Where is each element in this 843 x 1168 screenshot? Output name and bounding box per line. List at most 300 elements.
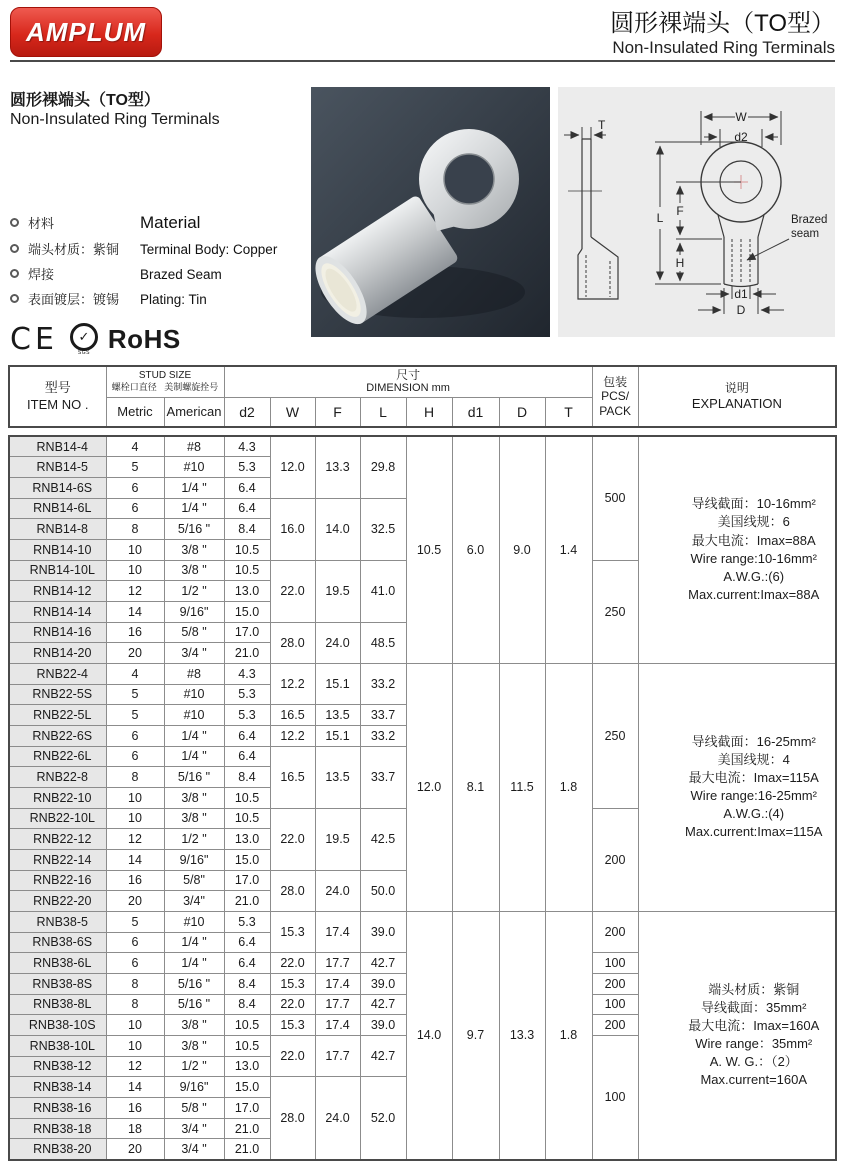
cell-L: 29.8 xyxy=(360,436,406,498)
cell-metric: 14 xyxy=(106,1077,164,1098)
col-header-dimension: 尺寸 DIMENSION mm xyxy=(224,366,592,397)
cell-item-no: RNB38-6L xyxy=(9,953,106,974)
material-en: Plating: Tin xyxy=(140,292,207,307)
cell-W: 12.2 xyxy=(270,725,315,746)
cell-d2: 6.4 xyxy=(224,725,270,746)
cell-explanation xyxy=(638,436,836,663)
cell-american: 3/4 " xyxy=(164,1118,224,1139)
cell-item-no: RNB38-8S xyxy=(9,973,106,994)
table-row xyxy=(9,436,836,457)
cell-W: 15.3 xyxy=(270,1015,315,1036)
group-RNB22 xyxy=(9,663,836,911)
material-item xyxy=(10,289,303,308)
explanation-line: Max.current:Imax=88A xyxy=(688,586,820,602)
cell-F: 19.5 xyxy=(315,560,360,622)
col-header-L: L xyxy=(360,397,406,427)
cell-item-no: RNB22-5S xyxy=(9,684,106,705)
cell-american: 5/16 " xyxy=(164,994,224,1015)
cell-metric: 20 xyxy=(106,1139,164,1160)
cell-metric: 4 xyxy=(106,436,164,457)
explanation-line: 最大电流：Imax=160A xyxy=(688,1017,820,1033)
cell-pack-qty: 200 xyxy=(592,911,638,952)
section-title-zh: 圆形裸端头（TO型） xyxy=(10,92,160,109)
cell-metric: 6 xyxy=(106,477,164,498)
cell-american: 1/2 " xyxy=(164,1056,224,1077)
cell-F: 13.3 xyxy=(315,436,360,498)
material-en: Material xyxy=(140,213,201,232)
cell-metric: 10 xyxy=(106,539,164,560)
cell-W: 22.0 xyxy=(270,994,315,1015)
cell-item-no: RNB14-14 xyxy=(9,601,106,622)
cell-F: 24.0 xyxy=(315,870,360,911)
dim-label-d1: d1 xyxy=(734,287,748,301)
cell-pack-qty: 100 xyxy=(592,953,638,974)
cell-L: 42.7 xyxy=(360,953,406,974)
cell-W: 16.5 xyxy=(270,705,315,726)
cell-d2: 17.0 xyxy=(224,1098,270,1119)
cell-d2: 21.0 xyxy=(224,1118,270,1139)
product-info xyxy=(10,87,303,357)
bullet-icon xyxy=(10,244,19,253)
cell-d2: 10.5 xyxy=(224,787,270,808)
cell-metric: 20 xyxy=(106,643,164,664)
cell-item-no: RNB14-10L xyxy=(9,560,106,581)
section-title-en: Non-Insulated Ring Terminals xyxy=(10,111,220,128)
cell-d2: 21.0 xyxy=(224,891,270,912)
cell-item-no: RNB14-8 xyxy=(9,519,106,540)
cell-item-no: RNB38-10S xyxy=(9,1015,106,1036)
brand-logo xyxy=(10,7,162,57)
cell-L: 50.0 xyxy=(360,870,406,911)
cell-L: 42.7 xyxy=(360,994,406,1015)
cell-american: 5/16 " xyxy=(164,767,224,788)
cell-H: 14.0 xyxy=(406,911,452,1159)
cell-item-no: RNB38-20 xyxy=(9,1139,106,1160)
cell-W: 22.0 xyxy=(270,560,315,622)
explanation-line: 导线截面：10-16mm² xyxy=(691,496,816,512)
cell-W: 28.0 xyxy=(270,1077,315,1160)
cell-american: 1/2 " xyxy=(164,829,224,850)
cell-T: 1.4 xyxy=(545,436,592,663)
cell-american: 5/16 " xyxy=(164,519,224,540)
cell-d2: 13.0 xyxy=(224,581,270,602)
cell-d2: 15.0 xyxy=(224,601,270,622)
col-header-pack: 包装 PCS/ PACK xyxy=(592,366,638,427)
cell-pack-qty: 250 xyxy=(592,663,638,808)
cell-W: 12.0 xyxy=(270,436,315,498)
cell-american: 3/4 " xyxy=(164,643,224,664)
cell-metric: 10 xyxy=(106,560,164,581)
material-en: Brazed Seam xyxy=(140,267,222,282)
cell-metric: 4 xyxy=(106,663,164,684)
dimension-drawing xyxy=(558,87,835,337)
cell-pack-qty: 200 xyxy=(592,1015,638,1036)
cell-item-no: RNB14-4 xyxy=(9,436,106,457)
cell-L: 39.0 xyxy=(360,1015,406,1036)
cell-pack-qty: 250 xyxy=(592,560,638,663)
sgs-label: SGS xyxy=(77,350,90,356)
col-header-item-no: 型号 ITEM NO . xyxy=(9,366,106,427)
cell-american: 3/8 " xyxy=(164,787,224,808)
cell-metric: 5 xyxy=(106,457,164,478)
brand-logo-text: AMPLUM xyxy=(25,16,147,47)
material-item xyxy=(10,239,303,258)
cell-item-no: RNB22-10L xyxy=(9,808,106,829)
cell-d1: 8.1 xyxy=(452,663,499,911)
explanation-line: 美国线规：6 xyxy=(717,514,790,530)
table-row xyxy=(9,663,836,684)
ring-terminal-photo-art xyxy=(311,87,550,337)
cell-item-no: RNB38-12 xyxy=(9,1056,106,1077)
cell-d1: 9.7 xyxy=(452,911,499,1159)
cell-F: 17.7 xyxy=(315,1035,360,1076)
cell-item-no: RNB38-14 xyxy=(9,1077,106,1098)
cell-d2: 6.4 xyxy=(224,932,270,953)
cell-d2: 13.0 xyxy=(224,829,270,850)
cell-F: 17.4 xyxy=(315,911,360,952)
cell-d2: 5.3 xyxy=(224,911,270,932)
cell-d2: 6.4 xyxy=(224,477,270,498)
cell-metric: 6 xyxy=(106,498,164,519)
cell-american: 1/2 " xyxy=(164,581,224,602)
cell-d2: 8.4 xyxy=(224,519,270,540)
cell-metric: 12 xyxy=(106,829,164,850)
cell-L: 39.0 xyxy=(360,973,406,994)
cell-d2: 17.0 xyxy=(224,870,270,891)
cell-american: 1/4 " xyxy=(164,498,224,519)
cell-T: 1.8 xyxy=(545,663,592,911)
material-item xyxy=(10,264,303,283)
cell-american: 3/8 " xyxy=(164,539,224,560)
cell-metric: 8 xyxy=(106,973,164,994)
sgs-circle-icon: ✓ xyxy=(70,323,98,351)
cell-american: 5/8 " xyxy=(164,1098,224,1119)
cell-metric: 10 xyxy=(106,1035,164,1056)
cell-american: 5/16 " xyxy=(164,973,224,994)
dim-label-T: T xyxy=(598,118,606,132)
cell-item-no: RNB22-16 xyxy=(9,870,106,891)
explanation-line: A.W.G.:(6) xyxy=(723,568,785,584)
cell-F: 14.0 xyxy=(315,498,360,560)
brazed-seam-label-2: seam xyxy=(791,228,820,240)
bullet-icon xyxy=(10,269,19,278)
cell-F: 17.7 xyxy=(315,953,360,974)
cell-d2: 5.3 xyxy=(224,684,270,705)
cell-metric: 14 xyxy=(106,849,164,870)
cell-item-no: RNB14-12 xyxy=(9,581,106,602)
cell-american: 9/16" xyxy=(164,1077,224,1098)
cell-american: 1/4 " xyxy=(164,746,224,767)
cell-d2: 13.0 xyxy=(224,1056,270,1077)
material-zh: 焊接 xyxy=(28,267,55,282)
cell-american: 3/8 " xyxy=(164,1015,224,1036)
cell-explanation xyxy=(638,663,836,911)
cell-american: 3/8 " xyxy=(164,808,224,829)
cell-W: 12.2 xyxy=(270,663,315,704)
cell-item-no: RNB14-5 xyxy=(9,457,106,478)
cell-d2: 8.4 xyxy=(224,994,270,1015)
cell-american: 3/4 " xyxy=(164,1139,224,1160)
cell-pack-qty: 100 xyxy=(592,1035,638,1159)
cell-T: 1.8 xyxy=(545,911,592,1159)
cell-item-no: RNB38-18 xyxy=(9,1118,106,1139)
material-en: Terminal Body: Copper xyxy=(140,242,278,257)
dimension-diagram xyxy=(558,87,835,337)
cell-metric: 16 xyxy=(106,870,164,891)
cell-W: 15.3 xyxy=(270,911,315,952)
cell-L: 42.5 xyxy=(360,808,406,870)
cell-pack-qty: 200 xyxy=(592,973,638,994)
cell-F: 13.5 xyxy=(315,705,360,726)
material-list xyxy=(10,213,303,308)
cell-D: 9.0 xyxy=(499,436,545,663)
material-item xyxy=(10,213,303,233)
cell-item-no: RNB22-14 xyxy=(9,849,106,870)
cell-metric: 10 xyxy=(106,1015,164,1036)
explanation-line: 美国线规：4 xyxy=(717,751,790,767)
cell-d2: 5.3 xyxy=(224,457,270,478)
explanation-line: Max.current=160A xyxy=(700,1072,808,1088)
sgs-cert-icon xyxy=(70,323,98,356)
col-header-F: F xyxy=(315,397,360,427)
bullet-icon xyxy=(10,218,19,227)
cell-d2: 10.5 xyxy=(224,1015,270,1036)
cell-H: 12.0 xyxy=(406,663,452,911)
cell-D: 13.3 xyxy=(499,911,545,1159)
explanation-line: 最大电流：Imax=88A xyxy=(691,532,816,548)
dim-label-d2: d2 xyxy=(734,130,748,144)
cell-d2: 6.4 xyxy=(224,498,270,519)
cell-d2: 6.4 xyxy=(224,746,270,767)
cell-d2: 21.0 xyxy=(224,1139,270,1160)
cell-F: 17.4 xyxy=(315,1015,360,1036)
cell-L: 41.0 xyxy=(360,560,406,622)
explanation-line: Wire range:16-25mm² xyxy=(690,788,817,804)
cell-L: 32.5 xyxy=(360,498,406,560)
cell-american: 5/8 " xyxy=(164,622,224,643)
cell-L: 33.2 xyxy=(360,663,406,704)
cell-metric: 6 xyxy=(106,725,164,746)
cell-W: 22.0 xyxy=(270,953,315,974)
cell-metric: 10 xyxy=(106,808,164,829)
cell-american: #10 xyxy=(164,911,224,932)
cell-L: 39.0 xyxy=(360,911,406,952)
cell-american: #8 xyxy=(164,436,224,457)
dim-label-L: L xyxy=(656,211,664,225)
cell-item-no: RNB22-20 xyxy=(9,891,106,912)
explanation-line: 端头材质：紫铜 xyxy=(708,981,800,997)
cell-item-no: RNB22-12 xyxy=(9,829,106,850)
dim-label-D: D xyxy=(736,303,746,317)
cell-H: 10.5 xyxy=(406,436,452,663)
cell-W: 16.0 xyxy=(270,498,315,560)
col-header-d2: d2 xyxy=(224,397,270,427)
cell-F: 24.0 xyxy=(315,1077,360,1160)
cell-d2: 10.5 xyxy=(224,1035,270,1056)
col-header-d1: d1 xyxy=(452,397,499,427)
group-RNB14 xyxy=(9,436,836,663)
explanation-line: 导线截面：35mm² xyxy=(701,999,807,1015)
cell-american: #10 xyxy=(164,705,224,726)
page-title-zh: 圆形裸端头（TO型） xyxy=(610,10,835,37)
cell-metric: 16 xyxy=(106,622,164,643)
cell-F: 24.0 xyxy=(315,622,360,663)
cell-d2: 10.5 xyxy=(224,539,270,560)
group-RNB38 xyxy=(9,911,836,1159)
cell-F: 15.1 xyxy=(315,725,360,746)
cell-metric: 18 xyxy=(106,1118,164,1139)
col-header-H: H xyxy=(406,397,452,427)
dim-label-W: W xyxy=(735,110,747,124)
cell-d2: 8.4 xyxy=(224,767,270,788)
material-zh: 端头材质：紫铜 xyxy=(28,242,120,257)
page-title-en: Non-Insulated Ring Terminals xyxy=(612,38,835,58)
col-header-W: W xyxy=(270,397,315,427)
cell-metric: 16 xyxy=(106,1098,164,1119)
ce-mark-icon: CE xyxy=(10,322,58,357)
cell-item-no: RNB38-8L xyxy=(9,994,106,1015)
intro-section xyxy=(10,87,835,357)
cell-d2: 10.5 xyxy=(224,560,270,581)
cell-W: 22.0 xyxy=(270,808,315,870)
cell-american: 3/4" xyxy=(164,891,224,912)
cell-L: 33.2 xyxy=(360,725,406,746)
cell-D: 11.5 xyxy=(499,663,545,911)
cell-L: 48.5 xyxy=(360,622,406,663)
spec-table-section xyxy=(8,365,835,1161)
cell-item-no: RNB14-6L xyxy=(9,498,106,519)
col-header-T: T xyxy=(545,397,592,427)
cell-L: 42.7 xyxy=(360,1035,406,1076)
cell-american: 1/4 " xyxy=(164,725,224,746)
cell-item-no: RNB22-6L xyxy=(9,746,106,767)
cell-explanation xyxy=(638,911,836,1159)
cell-american: 1/4 " xyxy=(164,477,224,498)
explanation-line: A.W.G.:(4) xyxy=(723,806,785,822)
cell-W: 22.0 xyxy=(270,1035,315,1076)
cell-F: 17.7 xyxy=(315,994,360,1015)
explanation-line: Wire range:10-16mm² xyxy=(690,550,817,566)
cell-item-no: RNB22-6S xyxy=(9,725,106,746)
col-header-stud-size: STUD SIZE 螺栓口直径 美制螺旋拴号 xyxy=(106,366,224,397)
cell-F: 15.1 xyxy=(315,663,360,704)
cell-pack-qty: 200 xyxy=(592,808,638,911)
cell-d2: 10.5 xyxy=(224,808,270,829)
cell-L: 33.7 xyxy=(360,705,406,726)
cell-item-no: RNB14-16 xyxy=(9,622,106,643)
dim-label-F: F xyxy=(676,204,684,218)
col-header-explanation: 说明 EXPLANATION xyxy=(638,366,836,427)
cell-d1: 6.0 xyxy=(452,436,499,663)
cell-metric: 10 xyxy=(106,787,164,808)
cell-F: 13.5 xyxy=(315,746,360,808)
col-header-metric: Metric xyxy=(106,397,164,427)
cell-metric: 12 xyxy=(106,581,164,602)
cell-item-no: RNB38-5 xyxy=(9,911,106,932)
cell-pack-qty: 100 xyxy=(592,994,638,1015)
cell-d2: 6.4 xyxy=(224,953,270,974)
material-zh: 表面镀层：镀锡 xyxy=(28,292,120,307)
cell-item-no: RNB38-6S xyxy=(9,932,106,953)
dim-label-H: H xyxy=(675,256,685,270)
cell-d2: 8.4 xyxy=(224,973,270,994)
cell-metric: 12 xyxy=(106,1056,164,1077)
cell-metric: 5 xyxy=(106,684,164,705)
col-header-american: American xyxy=(164,397,224,427)
cell-L: 52.0 xyxy=(360,1077,406,1160)
material-zh: 材料 xyxy=(28,216,55,231)
product-photo xyxy=(311,87,550,337)
explanation-line: Wire range：35mm² xyxy=(695,1035,813,1051)
cell-W: 16.5 xyxy=(270,746,315,808)
cell-american: #8 xyxy=(164,663,224,684)
table-row xyxy=(9,911,836,932)
cell-metric: 20 xyxy=(106,891,164,912)
spec-table-header xyxy=(8,365,837,428)
explanation-line: 最大电流：Imax=115A xyxy=(688,770,819,786)
spec-table-body xyxy=(8,435,837,1161)
cell-W: 28.0 xyxy=(270,622,315,663)
cell-metric: 5 xyxy=(106,911,164,932)
cell-d2: 5.3 xyxy=(224,705,270,726)
cell-d2: 15.0 xyxy=(224,849,270,870)
cell-american: 1/4 " xyxy=(164,932,224,953)
cell-american: #10 xyxy=(164,457,224,478)
cell-metric: 8 xyxy=(106,994,164,1015)
page-header xyxy=(10,0,835,62)
col-header-D: D xyxy=(499,397,545,427)
cell-metric: 14 xyxy=(106,601,164,622)
cell-american: 9/16" xyxy=(164,849,224,870)
cell-item-no: RNB22-10 xyxy=(9,787,106,808)
cell-F: 17.4 xyxy=(315,973,360,994)
cell-item-no: RNB22-4 xyxy=(9,663,106,684)
cell-metric: 5 xyxy=(106,705,164,726)
cell-metric: 6 xyxy=(106,746,164,767)
cell-pack-qty: 500 xyxy=(592,436,638,560)
cell-F: 19.5 xyxy=(315,808,360,870)
cell-W: 28.0 xyxy=(270,870,315,911)
page-title xyxy=(610,7,835,59)
explanation-line: Max.current:Imax=115A xyxy=(685,824,823,840)
cell-L: 33.7 xyxy=(360,746,406,808)
cell-item-no: RNB38-10L xyxy=(9,1035,106,1056)
explanation-line: A. W. G.：（2） xyxy=(709,1054,798,1070)
cell-american: 3/8 " xyxy=(164,1035,224,1056)
cell-metric: 8 xyxy=(106,519,164,540)
cell-american: 5/8" xyxy=(164,870,224,891)
cell-american: 3/8 " xyxy=(164,560,224,581)
cell-d2: 4.3 xyxy=(224,663,270,684)
cell-american: 9/16" xyxy=(164,601,224,622)
cell-item-no: RNB14-20 xyxy=(9,643,106,664)
cell-item-no: RNB22-5L xyxy=(9,705,106,726)
cell-item-no: RNB14-6S xyxy=(9,477,106,498)
cell-W: 15.3 xyxy=(270,973,315,994)
cell-metric: 6 xyxy=(106,932,164,953)
cell-d2: 17.0 xyxy=(224,622,270,643)
cell-american: 1/4 " xyxy=(164,953,224,974)
cell-metric: 6 xyxy=(106,953,164,974)
cell-d2: 4.3 xyxy=(224,436,270,457)
cell-item-no: RNB38-16 xyxy=(9,1098,106,1119)
explanation-line: 导线截面：16-25mm² xyxy=(691,733,816,749)
cell-metric: 8 xyxy=(106,767,164,788)
rohs-mark: RoHS xyxy=(107,324,181,354)
bullet-icon xyxy=(10,294,19,303)
cell-item-no: RNB14-10 xyxy=(9,539,106,560)
cell-d2: 15.0 xyxy=(224,1077,270,1098)
